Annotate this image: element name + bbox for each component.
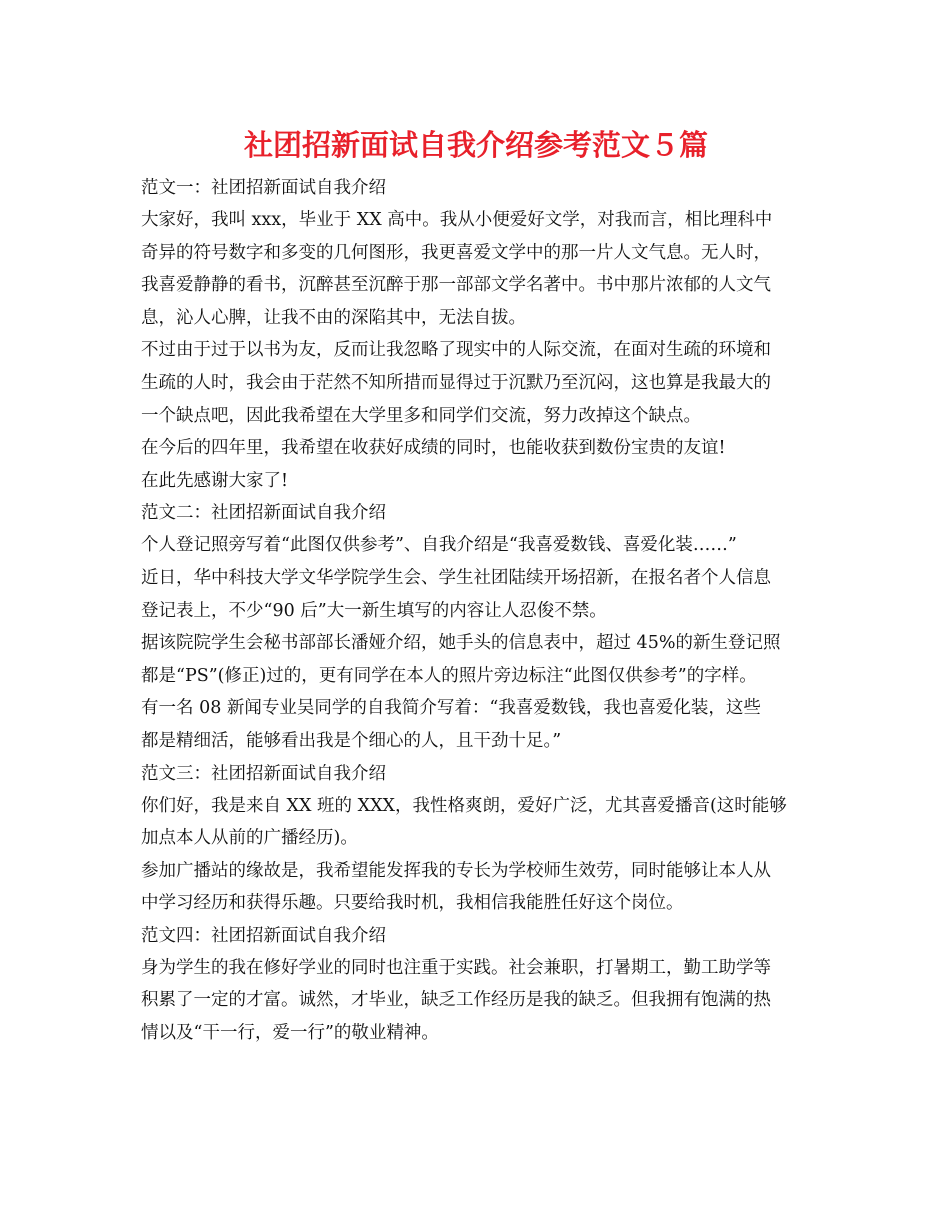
text-line: 情以及“干一行，爱一行”的敬业精神。 <box>141 1023 439 1044</box>
text-line: 一个缺点吧，因此我希望在大学里多和同学们交流，努力改掉这个缺点。 <box>141 405 701 426</box>
text-line: 息，沁人心脾，让我不由的深陷其中，无法自拔。 <box>141 307 526 328</box>
text-line: 在此先感谢大家了! <box>141 470 289 491</box>
text-line: 加点本人从前的广播经历)。 <box>141 828 358 849</box>
text-line: 我喜爱静静的看书，沉醉甚至沉醉于那一部部文学名著中。书中那片浓郁的人文气 <box>141 275 771 296</box>
section-heading: 范文四：社团招新面试自我介绍 <box>141 925 386 946</box>
text-line: 大家好，我叫 xxx，毕业于 XX 高中。我从小便爱好文学，对我而言，相比理科中 <box>141 210 773 230</box>
text-line: 近日，华中科技大学文华学院学生会、学生社团陆续开场招新，在报名者个人信息 <box>141 567 771 588</box>
document-page <box>141 120 831 1050</box>
text-line: 据该院院学生会秘书部部长潘娅介绍，她手头的信息表中，超过 45%的新生登记照 <box>141 633 781 654</box>
section-heading: 范文一：社团招新面试自我介绍 <box>141 178 386 198</box>
text-line: 都是精细活，能够看出我是个细心的人，且干劲十足。” <box>141 730 562 751</box>
text-line: 奇异的符号数字和多变的几何图形，我更喜爱文学中的那一片人文气息。无人时， <box>141 242 771 263</box>
text-line: 参加广播站的缘故是，我希望能发挥我的专长为学校师生效劳，同时能够让本人从 <box>141 860 771 881</box>
text-line: 都是“PS”(修正)过的，更有同学在本人的照片旁边标注“此图仅供参考”的字样。 <box>141 665 757 686</box>
section-heading: 范文二：社团招新面试自我介绍 <box>141 503 386 524</box>
text-line: 积累了一定的才富。诚然，才毕业，缺乏工作经历是我的缺乏。但我拥有饱满的热 <box>141 990 771 1011</box>
text-line: 有一名 08 新闻专业吴同学的自我简介写着：“我喜爱数钱，我也喜爱化装，这些 <box>141 698 761 719</box>
text-line: 生疏的人时，我会由于茫然不知所措而显得过于沉默乃至沉闷，这也算是我最大的 <box>141 372 771 393</box>
text-line: 登记表上，不少“90 后”大一新生填写的内容让人忍俊不禁。 <box>141 600 607 621</box>
document-body <box>141 172 831 1050</box>
text-line: 个人登记照旁写着“此图仅供参考”、自我介绍是“我喜爱数钱、喜爱化装……” <box>141 535 737 556</box>
text-line: 在今后的四年里，我希望在收获好成绩的同时，也能收获到数份宝贵的友谊! <box>141 438 726 459</box>
text-line: 中学习经历和获得乐趣。只要给我时机，我相信我能胜任好这个岗位。 <box>141 893 684 914</box>
text-line: 身为学生的我在修好学业的同时也注重于实践。社会兼职，打暑期工，勤工助学等 <box>141 957 771 978</box>
section-heading: 范文三：社团招新面试自我介绍 <box>141 763 386 784</box>
text-line: 你们好，我是来自 XX 班的 XXX，我性格爽朗，爱好广泛，尤其喜爱播音(这时能够 <box>141 795 787 816</box>
text-line: 不过由于过于以书为友，反而让我忽略了现实中的人际交流，在面对生疏的环境和 <box>141 340 771 361</box>
document-title: 社团招新面试自我介绍参考范文５篇 <box>243 128 708 162</box>
